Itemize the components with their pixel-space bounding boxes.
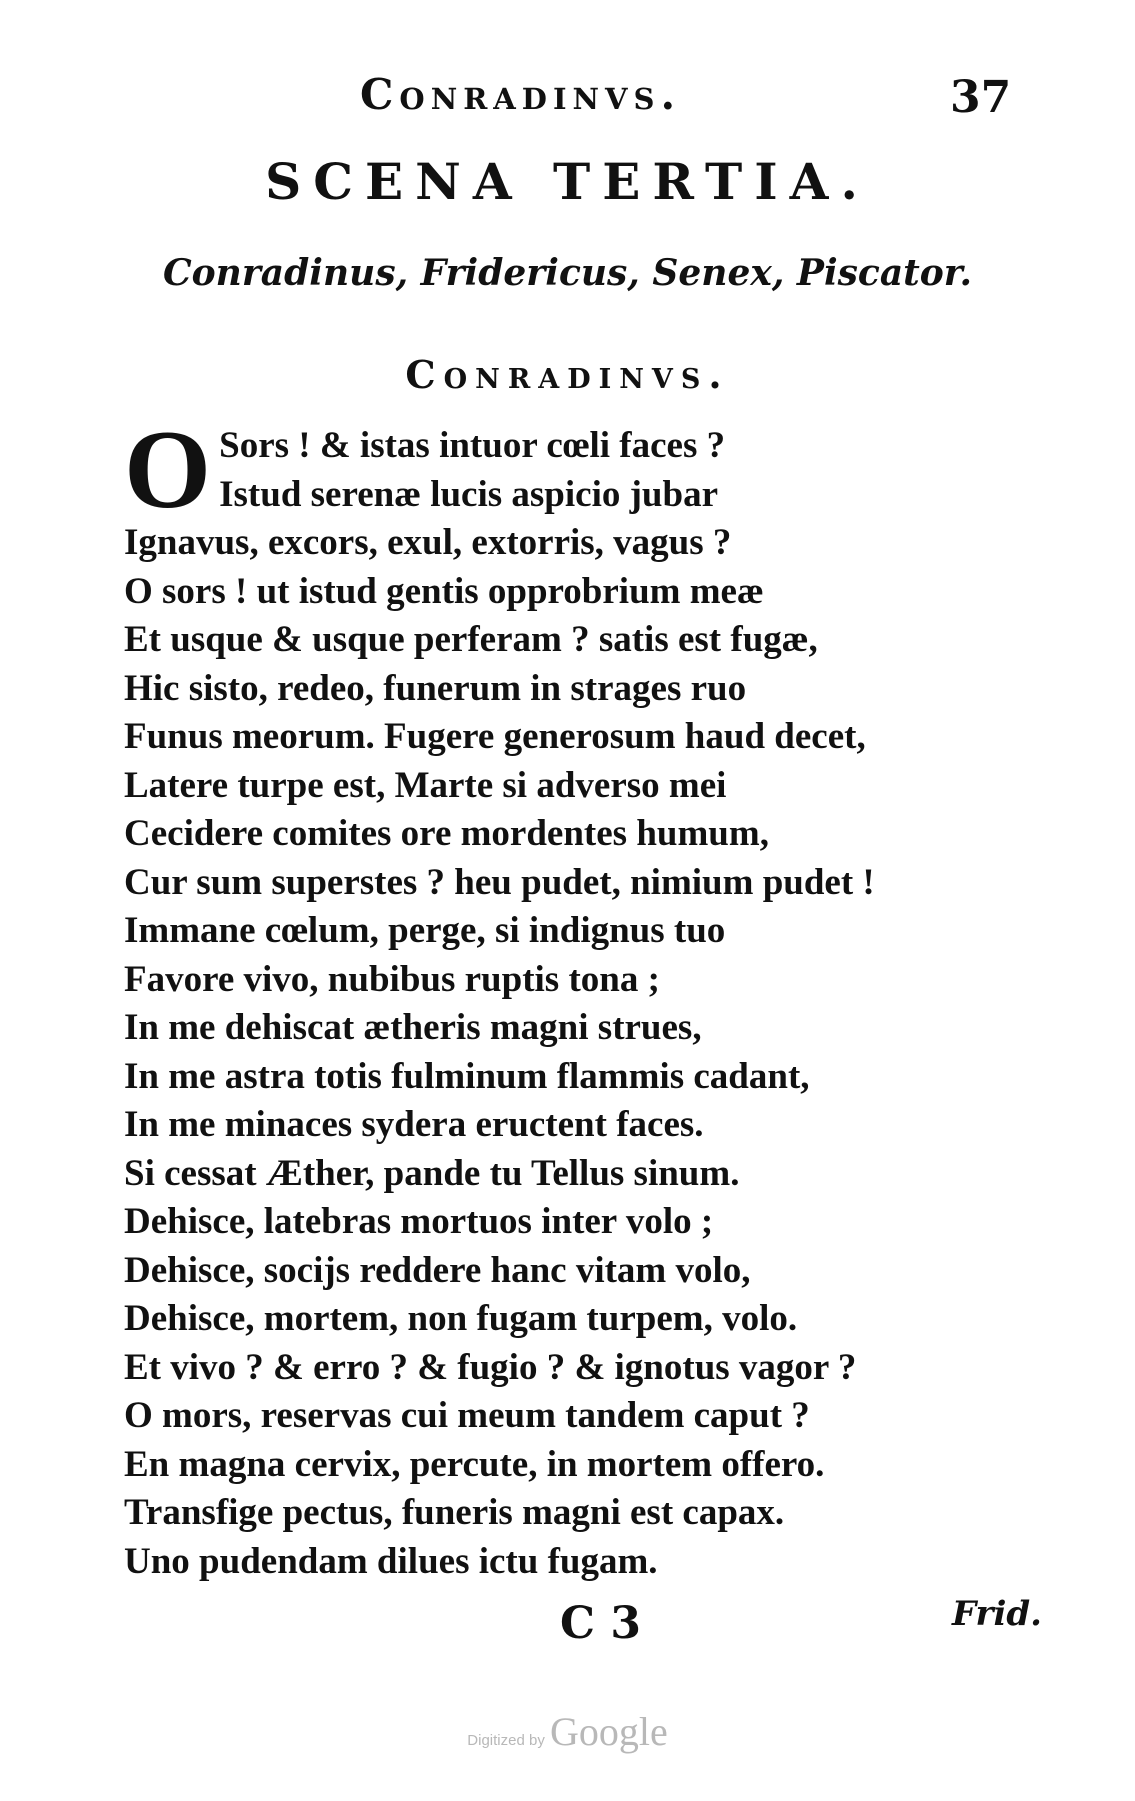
verse-line: Latere turpe est, Marte si adverso mei (124, 764, 727, 806)
verse-line: In me dehiscat ætheris magni strues, (124, 1007, 702, 1048)
verse-line: Uno pudendam dilues ictu fugam. (124, 1540, 658, 1582)
verse-line: Istud serenæ lucis aspicio jubar (219, 473, 719, 515)
digitization-watermark (0, 1708, 1135, 1755)
signature-mark: C 3 (560, 1598, 641, 1649)
verse-line: In me minaces sydera eructent faces. (124, 1104, 704, 1145)
verse-line: O mors, reservas cui meum tandem caput ? (124, 1395, 810, 1436)
drop-cap: O (124, 408, 212, 532)
verse-line: Dehisce, mortem, non fugam turpem, volo. (124, 1298, 798, 1339)
verse-line: Ignavus, excors, exul, extorris, vagus ? (124, 522, 732, 563)
verse-block (124, 408, 1024, 1586)
character-list: Conradinus, Fridericus, Senex, Piscator. (163, 252, 972, 294)
watermark-prefix: Digitized by (467, 1732, 545, 1749)
google-logo: Google (549, 1709, 668, 1754)
verse-line: Dehisce, socijs reddere hanc vitam volo, (124, 1249, 751, 1291)
verse-line: Et usque & usque perferam ? satis est fugæ, (124, 619, 818, 660)
scene-title: SCENA TERTIA. (265, 152, 870, 211)
verse-line: O sors ! ut istud gentis opprobrium meæ (124, 570, 764, 612)
verse-line: Et vivo ? & erro ? & fugio ? & ignotus vagor ? (124, 1346, 857, 1388)
verse-line: Favore vivo, nubibus ruptis tona ; (124, 958, 660, 1000)
verse-line: Transfige pectus, funeris magni est capax. (124, 1492, 785, 1533)
running-head: Conradinvs. (360, 70, 682, 119)
verse-line: Cecidere comites ore mordentes humum, (124, 813, 769, 854)
verse-line: In me astra totis fulminum flammis cadant, (124, 1055, 810, 1097)
verse-line: Sors ! & istas intuor cœli faces ? (219, 425, 726, 466)
verse-line: En magna cervix, percute, in mortem offero. (124, 1443, 825, 1485)
verse-line: Si cessat Æther, pande tu Tellus sinum. (124, 1152, 740, 1194)
verse-line: Cur sum superstes ? heu pudet, nimium pudet ! (124, 861, 875, 903)
verse-line: Immane cœlum, perge, si indignus tuo (124, 910, 726, 951)
speaker-name: Conradinvs. (405, 352, 730, 397)
catchword: Frid. (952, 1594, 1042, 1634)
page-number: 37 (950, 72, 1012, 123)
verse-line: Dehisce, latebras mortuos inter volo ; (124, 1201, 714, 1242)
verse-line: Hic sisto, redeo, funerum in strages ruo (124, 667, 747, 709)
verse-line: Funus meorum. Fugere generosum haud decet, (124, 716, 866, 757)
